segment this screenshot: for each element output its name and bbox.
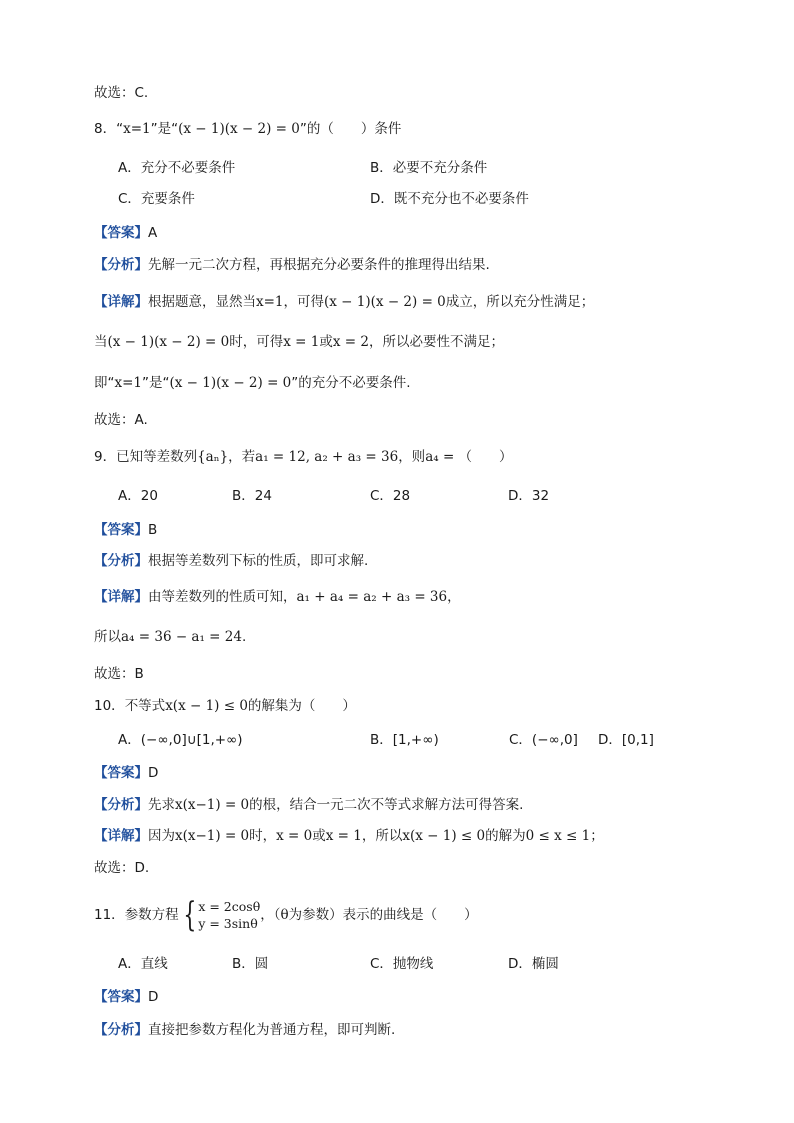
q11-option-c: C．抛物线 — [370, 956, 434, 972]
q9-option-d: D．32 — [508, 488, 550, 504]
q9-option-c: C．28 — [370, 488, 411, 504]
q10-option-a: A．(−∞,0]∪[1,+∞) — [118, 732, 243, 748]
q8-detail-line1: 【详解】根据题意，显然当x=1，可得(x − 1)(x − 2) = 0成立，所以充分性满足； — [94, 294, 595, 310]
q10-option-b: B．[1,+∞) — [370, 732, 439, 748]
q8-option-d: D．既不充分也不必要条件 — [370, 191, 529, 207]
q11-option-b: B．圆 — [232, 956, 269, 972]
q10-answer: 【答案】D — [94, 765, 159, 781]
q9-detail-line2: 所以a₄ = 36 − a₁ = 24. — [94, 629, 247, 645]
q9-analysis: 【分析】根据等差数列下标的性质，即可求解. — [94, 553, 369, 569]
q11-analysis: 【分析】直接把参数方程化为普通方程，即可判断. — [94, 1022, 396, 1038]
q8-detail-line3: 即“x=1”是“(x − 1)(x − 2) = 0”的充分不必要条件. — [94, 375, 411, 391]
q8-choice: 故选：A. — [94, 412, 148, 428]
q10-option-d: D．[0,1] — [598, 732, 654, 748]
q10-detail: 【详解】因为x(x−1) = 0时，x = 0或x = 1，所以x(x − 1) ≤ 0的解为0 ≤ x ≤ 1； — [94, 828, 604, 844]
q8-stem: 8．“x=1”是“(x − 1)(x − 2) = 0”的（ ）条件 — [94, 121, 402, 137]
q9-option-a: A．20 — [118, 488, 158, 504]
q8-detail-line2: 当(x − 1)(x − 2) = 0时，可得x = 1或x = 2，所以必要性不满足； — [94, 334, 504, 350]
q11-answer: 【答案】D — [94, 989, 159, 1005]
q11-stem: 11．参数方程 { x = 2cosθ y = 3sinθ ，（θ为参数）表示的曲线是（ ） — [94, 895, 478, 935]
q9-choice: 故选：B — [94, 666, 144, 682]
q8-option-a: A．充分不必要条件 — [118, 160, 236, 176]
q9-option-b: B．24 — [232, 488, 272, 504]
parametric-system: { x = 2cosθ y = 3sinθ — [183, 895, 261, 935]
q9-detail-line1: 【详解】由等差数列的性质可知，a₁ + a₄ = a₂ + a₃ = 36， — [94, 589, 461, 605]
q9-answer: 【答案】B — [94, 522, 158, 538]
q8-answer: 【答案】A — [94, 225, 158, 241]
q10-analysis: 【分析】先求x(x−1) = 0的根，结合一元二次不等式求解方法可得答案. — [94, 797, 524, 813]
q7-answer-choice: 故选：C. — [94, 85, 149, 101]
q11-option-d: D．椭圆 — [508, 956, 559, 972]
q9-stem: 9．已知等差数列{aₙ}，若a₁ = 12, a₂ + a₃ = 36，则a₄ = （ ） — [94, 449, 513, 465]
q8-option-c: C．充要条件 — [118, 191, 195, 207]
q11-option-a: A．直线 — [118, 956, 168, 972]
q8-option-b: B．必要不充分条件 — [370, 160, 488, 176]
q10-choice: 故选：D. — [94, 860, 150, 876]
q10-stem: 10．不等式x(x − 1) ≤ 0的解集为（ ） — [94, 698, 356, 714]
q8-analysis: 【分析】先解一元二次方程，再根据充分必要条件的推理得出结果. — [94, 257, 490, 273]
q10-option-c: C．(−∞,0] — [509, 732, 578, 748]
